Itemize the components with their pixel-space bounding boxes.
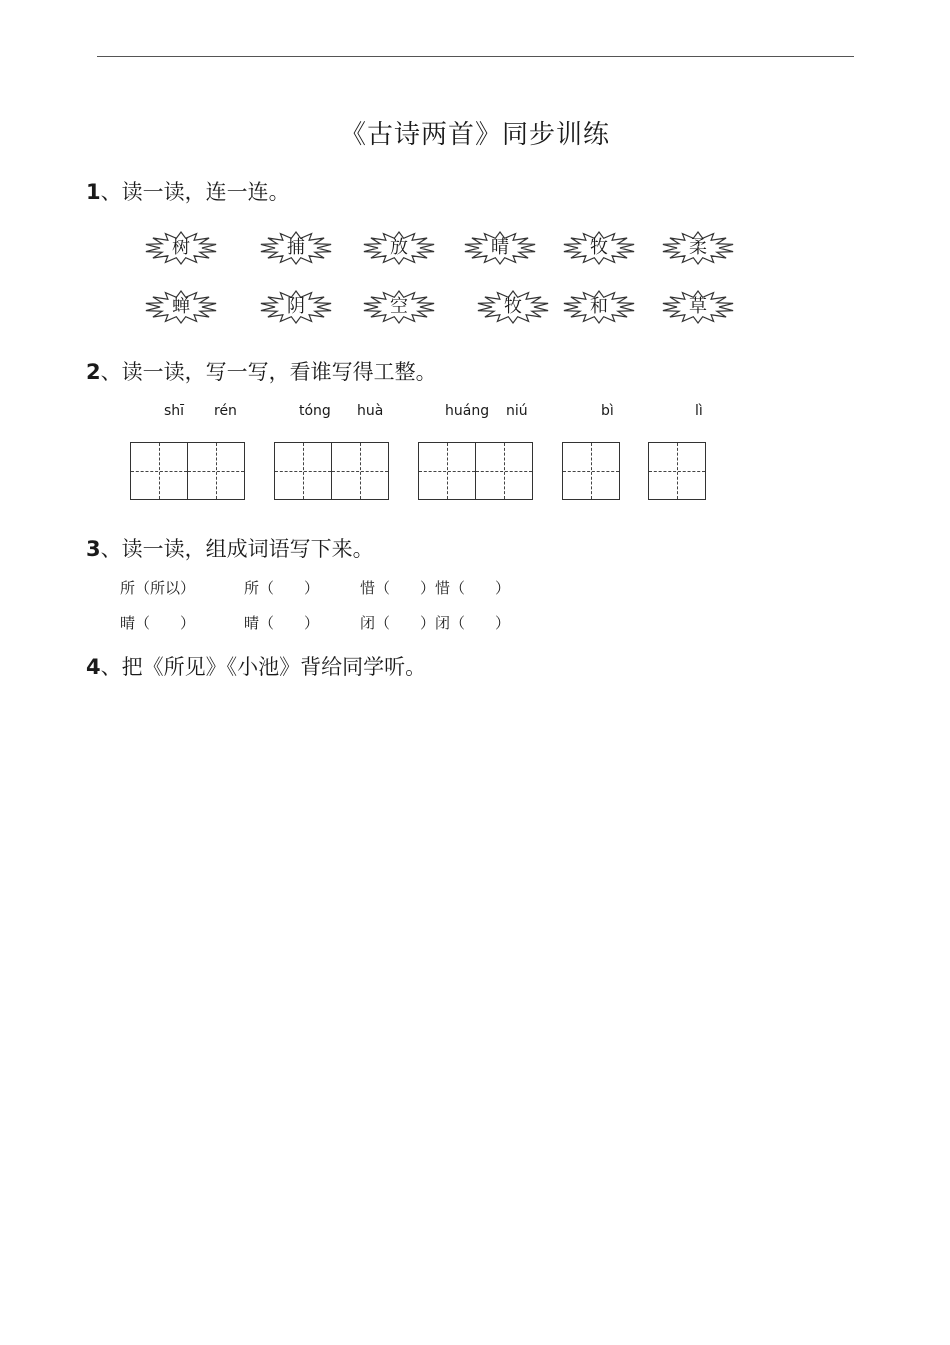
char-label: 牧 bbox=[590, 237, 608, 258]
word-item[interactable]: 晴（ ） bbox=[244, 614, 320, 632]
pinyin-label: shī bbox=[164, 403, 185, 419]
char-burst[interactable] bbox=[562, 231, 636, 265]
char-burst[interactable] bbox=[362, 290, 436, 324]
question-text: 、读一读，写一写，看谁写得工整。 bbox=[100, 360, 437, 384]
pinyin-label: lì bbox=[695, 403, 703, 419]
question-number: 3 bbox=[86, 537, 101, 561]
question-2 bbox=[86, 356, 437, 386]
question-4 bbox=[86, 651, 426, 681]
char-burst[interactable] bbox=[463, 231, 537, 265]
writing-cell[interactable] bbox=[187, 442, 245, 500]
char-label: 蝉 bbox=[172, 296, 190, 317]
char-burst[interactable] bbox=[259, 290, 333, 324]
writing-cell[interactable] bbox=[562, 442, 620, 500]
char-burst[interactable] bbox=[144, 290, 218, 324]
question-3 bbox=[86, 533, 374, 563]
question-text: 、把《所见》《小池》背给同学听。 bbox=[100, 655, 427, 679]
char-label: 草 bbox=[689, 296, 707, 317]
writing-cell[interactable] bbox=[331, 442, 389, 500]
pinyin-label: rén bbox=[214, 403, 237, 419]
word-item: 所（所以） bbox=[120, 579, 196, 597]
question-number: 1 bbox=[86, 180, 101, 204]
char-label: 晴 bbox=[491, 237, 509, 258]
writing-grid-shiren bbox=[130, 442, 243, 500]
pinyin-label: bì bbox=[601, 403, 614, 419]
pinyin-label: huáng bbox=[445, 403, 490, 419]
writing-cell[interactable] bbox=[475, 442, 533, 500]
char-label: 捕 bbox=[287, 237, 305, 258]
char-label: 树 bbox=[172, 237, 190, 258]
char-label: 阴 bbox=[287, 296, 305, 317]
char-burst[interactable] bbox=[661, 290, 735, 324]
char-burst[interactable] bbox=[476, 290, 550, 324]
char-burst[interactable] bbox=[144, 231, 218, 265]
pinyin-label: tóng bbox=[299, 403, 331, 419]
writing-cell[interactable] bbox=[418, 442, 476, 500]
writing-cell[interactable] bbox=[130, 442, 188, 500]
word-item[interactable]: 晴（ ） bbox=[120, 614, 196, 632]
question-text: 、读一读，组成词语写下来。 bbox=[100, 537, 374, 561]
word-item[interactable]: 闭（ ）闭（ ） bbox=[360, 614, 511, 632]
writing-grid-huangniu bbox=[418, 442, 531, 500]
writing-cell[interactable] bbox=[648, 442, 706, 500]
writing-grid-li bbox=[648, 442, 705, 500]
char-burst[interactable] bbox=[661, 231, 735, 265]
header-rule bbox=[97, 56, 854, 57]
writing-grid-tonghua bbox=[274, 442, 387, 500]
char-burst[interactable] bbox=[562, 290, 636, 324]
writing-grid-bi bbox=[562, 442, 619, 500]
writing-cell[interactable] bbox=[274, 442, 332, 500]
pinyin-label: niú bbox=[506, 403, 528, 419]
question-1 bbox=[86, 176, 290, 206]
question-number: 2 bbox=[86, 360, 101, 384]
char-label: 和 bbox=[590, 296, 608, 317]
char-label: 空 bbox=[390, 296, 408, 317]
word-item[interactable]: 所（ ） bbox=[244, 579, 320, 597]
char-burst[interactable] bbox=[259, 231, 333, 265]
char-label: 柔 bbox=[689, 237, 707, 258]
page-title: 《古诗两首》同步训练 bbox=[339, 120, 610, 150]
char-label: 牧 bbox=[504, 296, 522, 317]
char-burst[interactable] bbox=[362, 231, 436, 265]
question-text: 、读一读，连一连。 bbox=[100, 180, 290, 204]
pinyin-label: huà bbox=[357, 403, 384, 419]
word-item[interactable]: 惜（ ）惜（ ） bbox=[360, 579, 511, 597]
question-number: 4 bbox=[86, 655, 101, 679]
char-label: 放 bbox=[390, 237, 408, 258]
